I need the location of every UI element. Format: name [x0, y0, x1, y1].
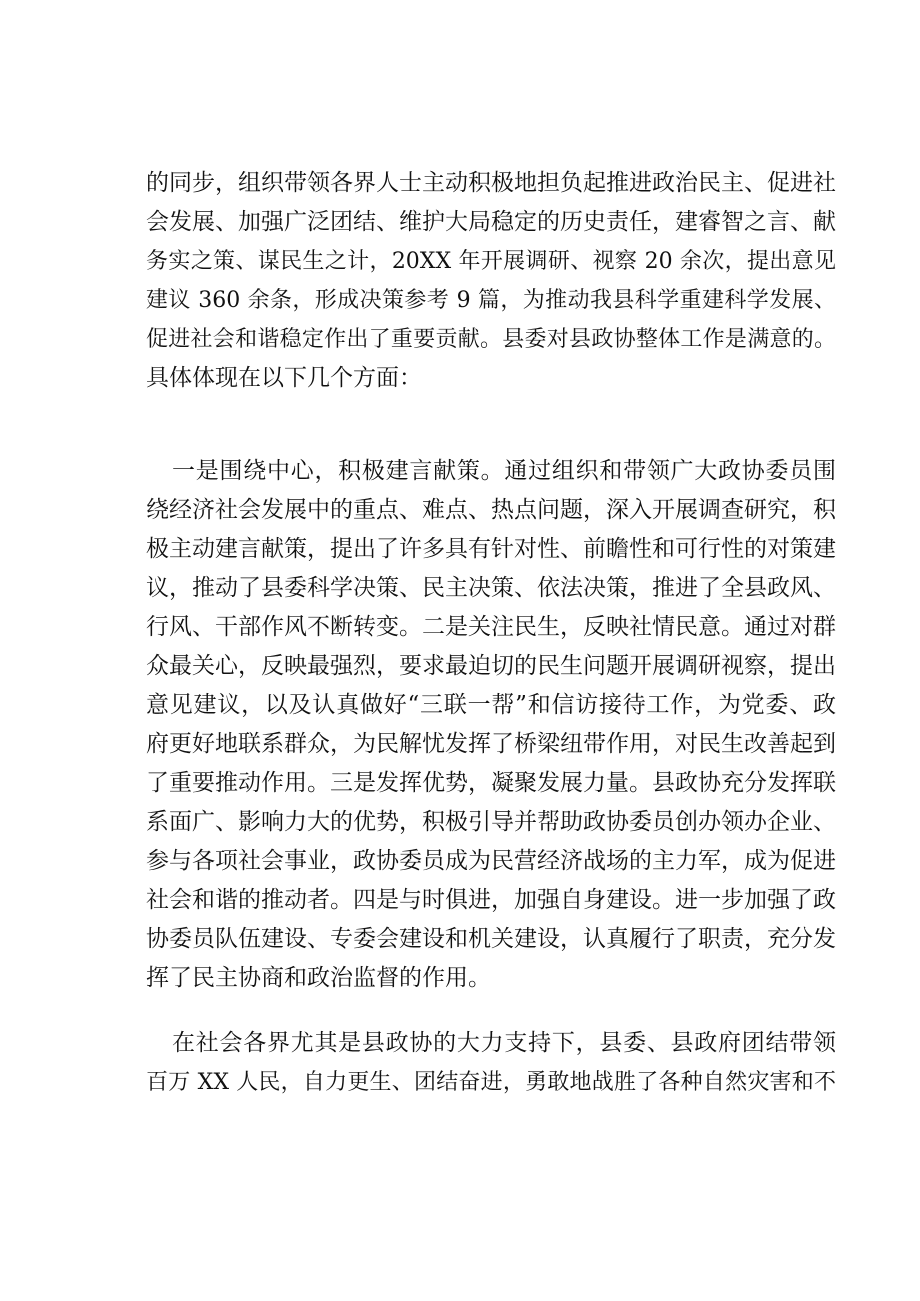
text-line: 挥了民主协商和政治监督的作用。	[146, 965, 491, 991]
text-line: 众最关心，反映最强烈，要求最迫切的民生问题开展调研视察，提出	[146, 653, 836, 679]
text-line: 具体体现在以下几个方面：	[146, 365, 422, 391]
text-line: 意见建议，以及认真做好“三联一帮”和信访接待工作，为党委、政	[146, 692, 836, 718]
paragraph-four-aspects	[146, 452, 836, 998]
text-line: 系面广、影响力大的优势，积极引导并帮助政协委员创办领办企业、	[146, 809, 836, 835]
text-line: 社会和谐的推动者。四是与时俱进，加强自身建设。进一步加强了政	[146, 887, 836, 913]
paragraph-overview	[146, 164, 836, 398]
text-line: 百万 XX 人民，自力更生、团结奋进，勇敢地战胜了各种自然灾害和不	[146, 1070, 836, 1095]
text-line: 绕经济社会发展中的重点、难点、热点问题，深入开展调查研究，积	[146, 497, 836, 523]
text-line: 府更好地联系群众，为民解忧发挥了桥梁纽带作用，对民生改善起到	[146, 731, 836, 757]
text-line: 了重要推动作用。三是发挥优势，凝聚发展力量。县政协充分发挥联	[146, 770, 836, 796]
text-line: 的同步，组织带领各界人士主动积极地担负起推进政治民主、促进社	[146, 170, 836, 196]
text-line: 会发展、加强广泛团结、维护大局稳定的历史责任，建睿智之言、献	[146, 209, 836, 235]
text-line: 极主动建言献策，提出了许多具有针对性、前瞻性和可行性的对策建	[146, 536, 836, 562]
text-line: 协委员队伍建设、专委会建设和机关建设，认真履行了职责，充分发	[146, 926, 836, 952]
paragraph-support	[146, 1024, 836, 1102]
text-line: 在社会各界尤其是县政协的大力支持下，县委、县政府团结带领	[172, 1030, 836, 1056]
text-line: 参与各项社会事业，政协委员成为民营经济战场的主力军，成为促进	[146, 848, 836, 874]
text-line: 议，推动了县委科学决策、民主决策、依法决策，推进了全县政风、	[146, 575, 836, 601]
text-line: 行风、干部作风不断转变。二是关注民生，反映社情民意。通过对群	[146, 614, 836, 640]
text-line: 建议 360 余条，形成决策参考 9 篇，为推动我县科学重建科学发展、	[146, 288, 836, 313]
text-line: 促进社会和谐稳定作出了重要贡献。县委对县政协整体工作是满意的。	[146, 327, 836, 352]
text-line: 一是围绕中心，积极建言献策。通过组织和带领广大政协委员围	[172, 458, 836, 484]
text-line: 务实之策、谋民生之计，20XX 年开展调研、视察 20 余次，提出意见	[146, 249, 836, 274]
